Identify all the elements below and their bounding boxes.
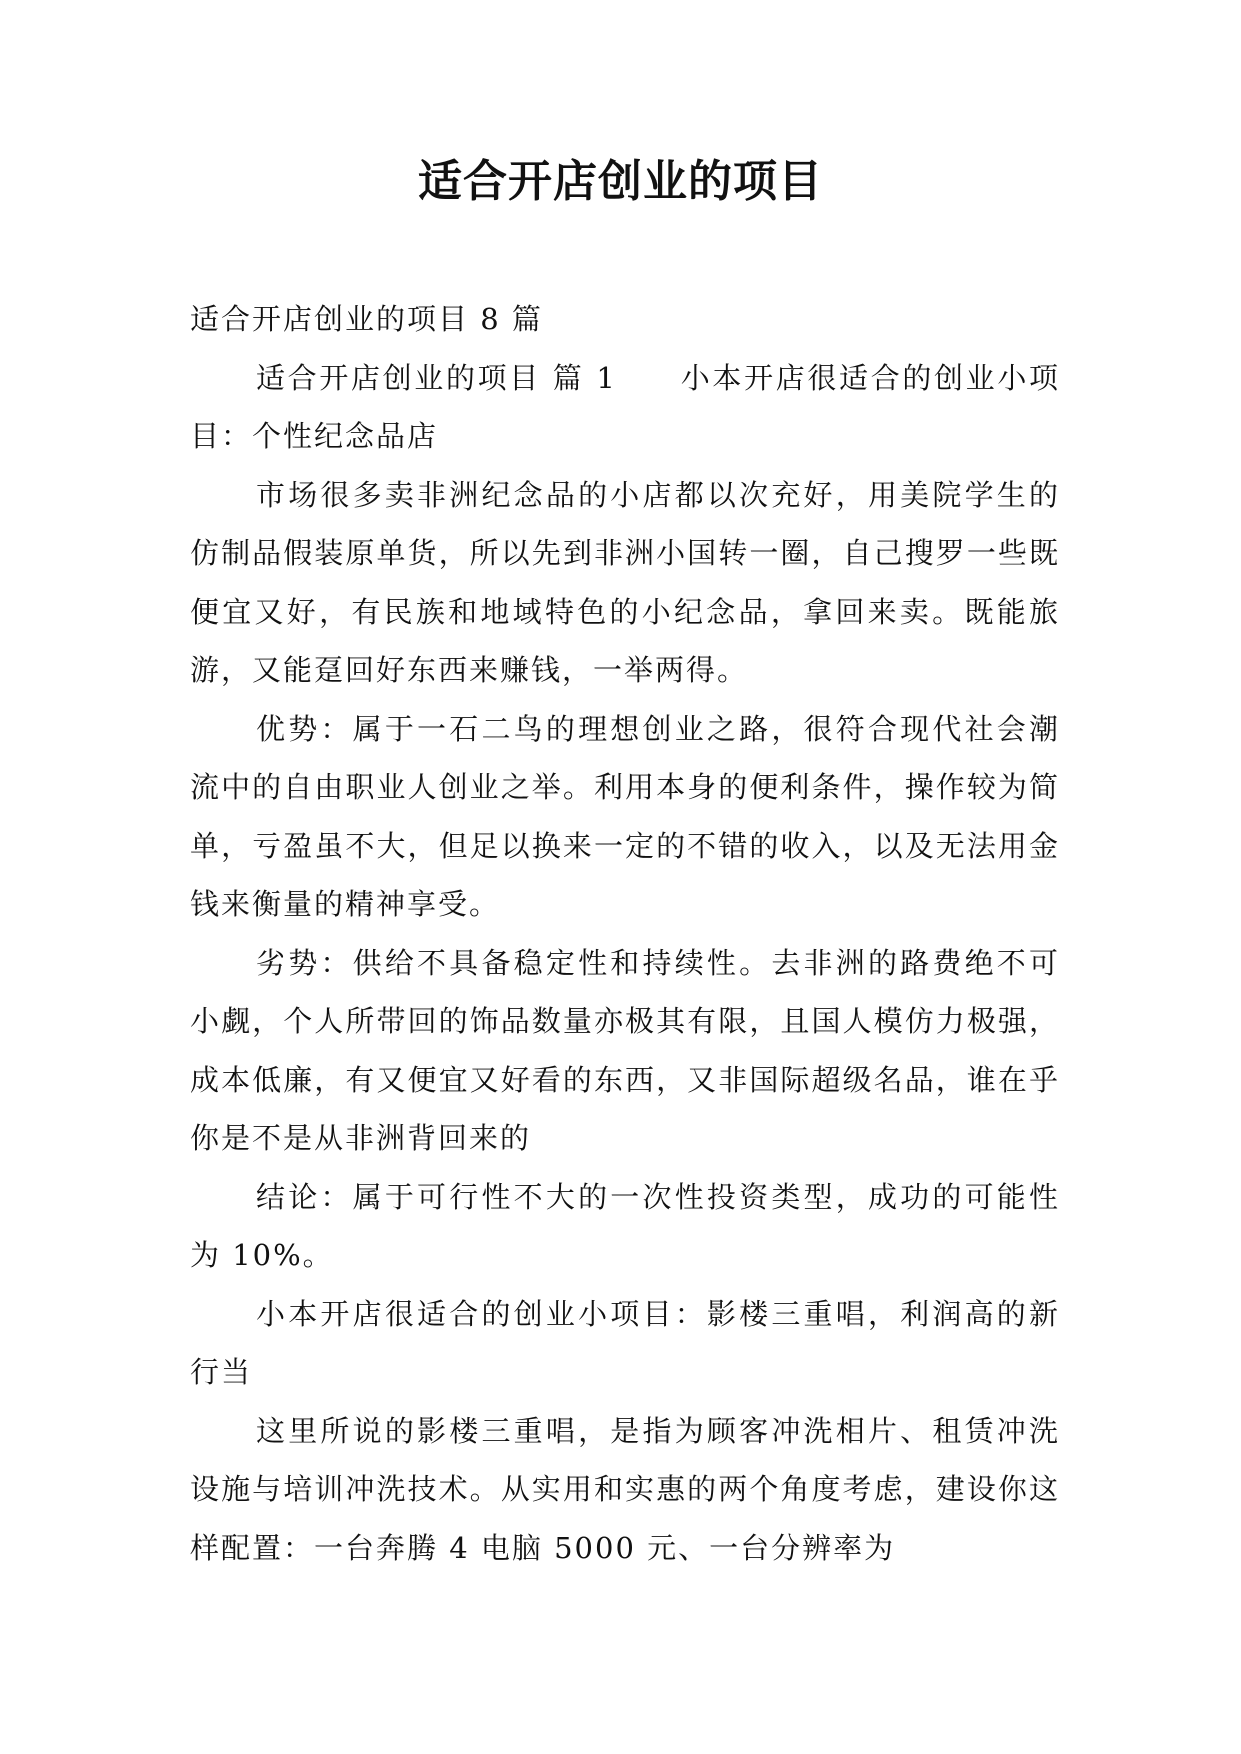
paragraph-second-project: 小本开店很适合的创业小项目：影楼三重唱，利润高的新行当 xyxy=(190,1296,1060,1389)
paragraph-section-heading: 适合开店创业的项目 篇 1 小本开店很适合的创业小项目：个性纪念品店 xyxy=(190,360,1060,453)
paragraph-subtitle: 适合开店创业的项目 8 篇 xyxy=(190,302,543,336)
paragraph-intro: 市场很多卖非洲纪念品的小店都以次充好，用美院学生的仿制品假装原单货，所以先到非洲小国转一圈，自己搜罗一些既便宜又好，有民族和地域特色的小纪念品，拿回来卖。既能旅游，又能趸回好东西来赚钱，一举两得。 xyxy=(190,477,1060,687)
paragraph-disadvantages: 劣势：供给不具备稳定性和持续性。去非洲的路费绝不可小觑，个人所带回的饰品数量亦极其有限，且国人模仿力极强，成本低廉，有又便宜又好看的东西，又非国际超级名品，谁在乎你是不是从非洲背回来的 xyxy=(190,945,1060,1155)
document-title: 适合开店创业的项目 xyxy=(418,156,823,207)
paragraph-second-project-detail: 这里所说的影楼三重唱，是指为顾客冲洗相片、租赁冲洗设施与培训冲洗技术。从实用和实惠的两个角度考虑，建设你这样配置：一台奔腾 4 电脑 5000 元、一台分辨率为 xyxy=(190,1413,1060,1565)
document-body xyxy=(190,290,1060,1577)
paragraph-conclusion: 结论：属于可行性不大的一次性投资类型，成功的可能性为 10%。 xyxy=(190,1179,1060,1272)
paragraph-advantages: 优势：属于一石二鸟的理想创业之路，很符合现代社会潮流中的自由职业人创业之举。利用本身的便利条件，操作较为简单，亏盈虽不大，但足以换来一定的不错的收入，以及无法用金钱来衡量的精神享受。 xyxy=(190,711,1060,921)
